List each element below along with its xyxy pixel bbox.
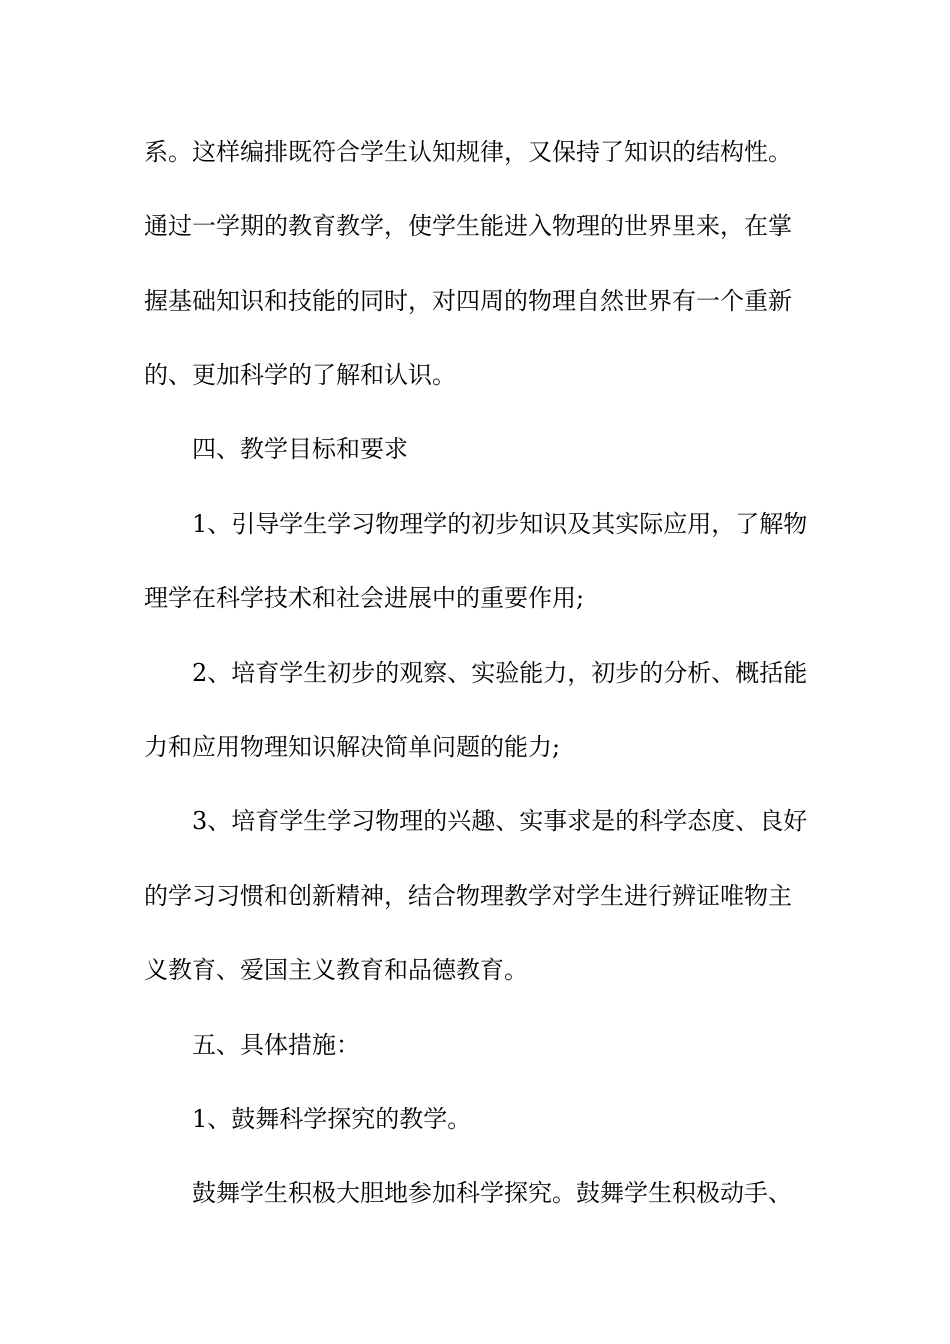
- paragraph-line: 通过一学期的教育教学，使学生能进入物理的世界里来，在掌: [144, 212, 792, 240]
- list-item-measure-1: 1、鼓舞科学探究的教学。: [192, 1105, 472, 1133]
- list-item-goal-3: 3、培育学生学习物理的兴趣、实事求是的科学态度、良好: [192, 807, 808, 835]
- paragraph-line: 握基础知识和技能的同时，对四周的物理自然世界有一个重新: [144, 287, 792, 315]
- paragraph-line: 的学习习惯和创新精神，结合物理教学对学生进行辨证唯物主: [144, 882, 792, 910]
- paragraph-line: 系。这样编排既符合学生认知规律，又保持了知识的结构性。: [144, 138, 792, 166]
- paragraph-line: 义教育、爱国主义教育和品德教育。: [144, 956, 528, 984]
- section-heading-measures: 五、具体措施：: [192, 1031, 360, 1059]
- paragraph-line: 鼓舞学生积极大胆地参加科学探究。鼓舞学生积极动手、: [192, 1179, 792, 1207]
- paragraph-line: 力和应用物理知识解决简单问题的能力;: [144, 733, 561, 761]
- paragraph-line: 的、更加科学的了解和认识。: [144, 361, 456, 389]
- list-item-goal-1: 1、引导学生学习物理学的初步知识及其实际应用，了解物: [192, 510, 808, 538]
- section-heading-teaching-goals: 四、教学目标和要求: [192, 435, 408, 463]
- paragraph-line: 理学在科学技术和社会进展中的重要作用;: [144, 584, 585, 612]
- list-item-goal-2: 2、培育学生初步的观察、实验能力，初步的分析、概括能: [192, 659, 808, 687]
